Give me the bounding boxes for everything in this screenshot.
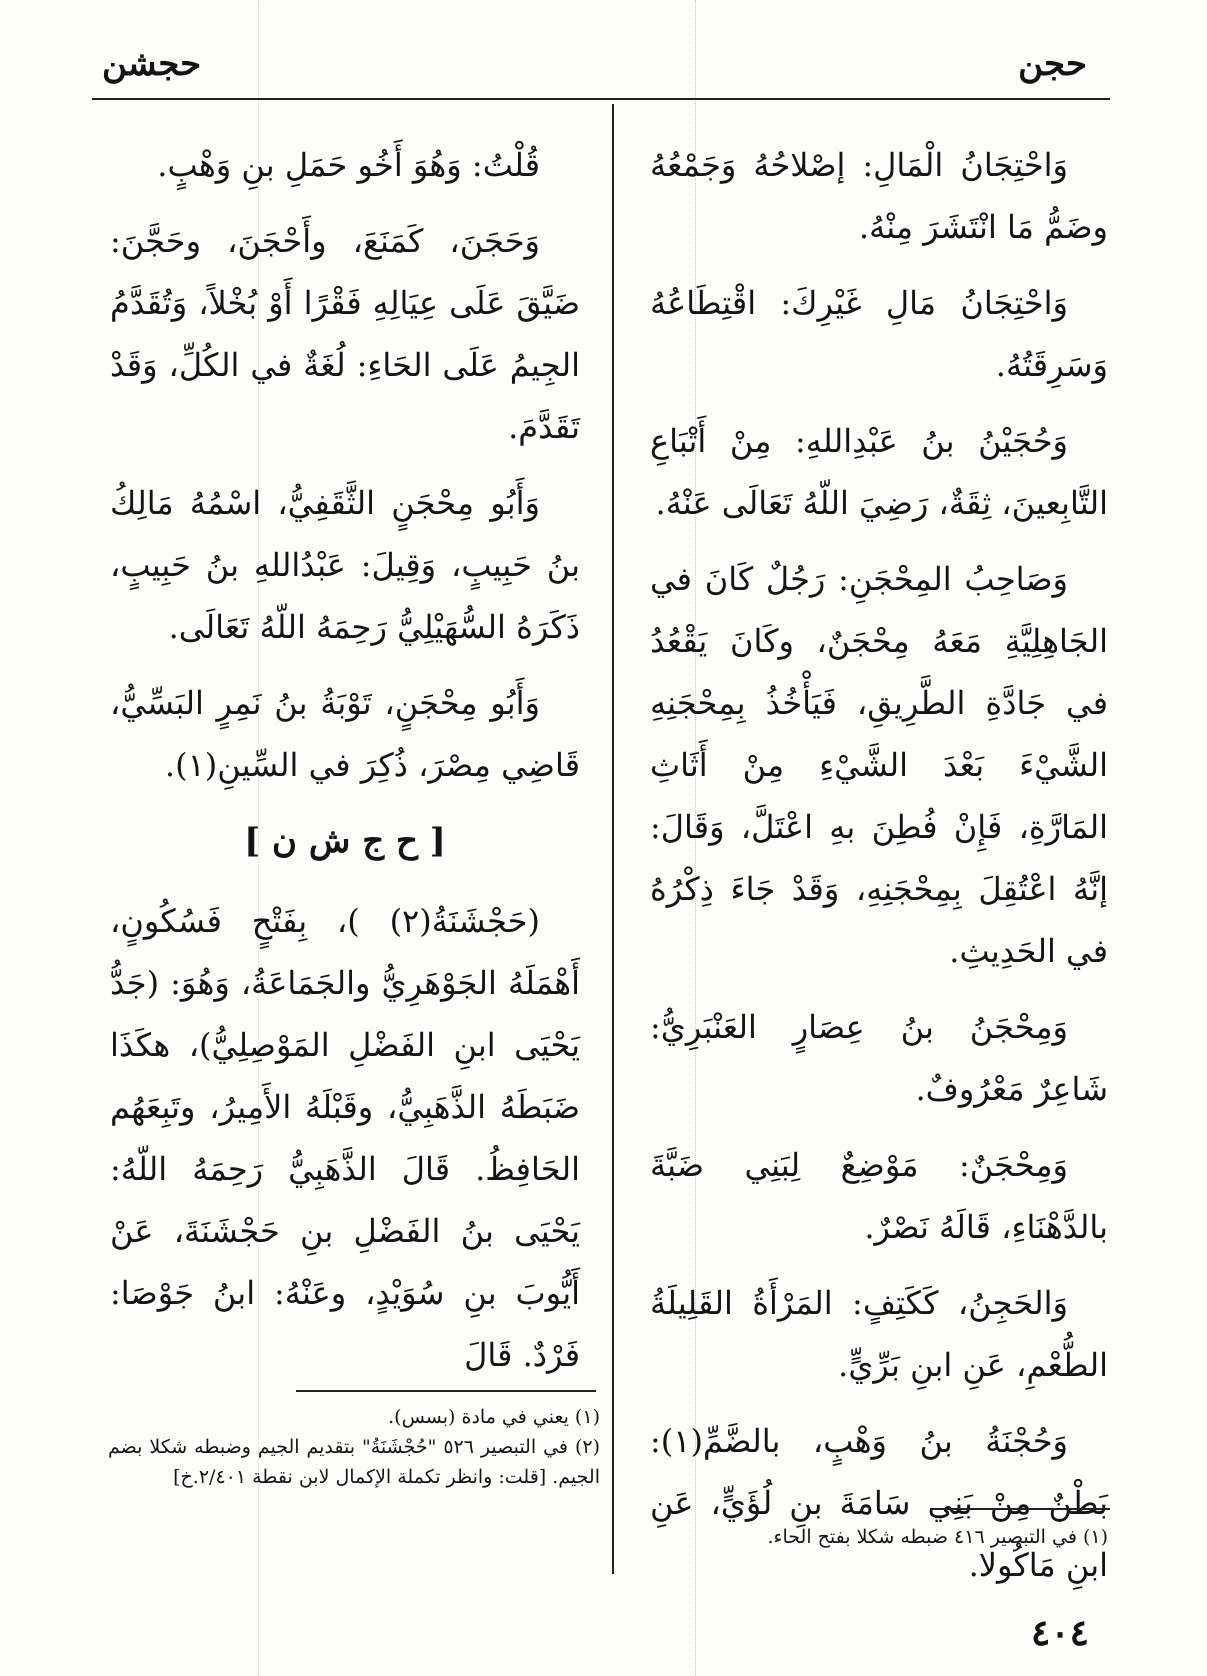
page-number: ٤٠٤ [1030,1612,1089,1654]
footnote: (١) يعني في مادة (بسس). [388,1406,600,1428]
entry-paragraph: قُلْتُ: وَهُوَ أَخُو حَمَلِ بنِ وَهْبٍ. [157,146,540,184]
header-left-word: حجشن [102,44,202,84]
entry-paragraph: وَحُجْنَةُ بنُ وَهْبٍ، بالضَّمِّ(١): بَطْنٌ مِنْ بَنِي سَامَةَ بنِ لُؤَيٍّ، عَنِ ابنِ مَاكُولا. [650,1422,1108,1584]
footnotes-right [650,1522,1108,1552]
entry-paragraph: (حَجْشَنَةُ(٢) )، بِفَتْحٍ فَسُكُونٍ، أَهْمَلَهُ الجَوْهَرِيُّ والجَمَاعَةُ، وَهُوَ: (جَدُّ يَحْيَى ابنِ الفَضْلِ المَوْصِلِيُّ)، هكَذَا ضَبَطَهُ الذَّهَبِيُّ، وقَبْلَهُ الأَمِيرُ، وتَبِعَهُم الحَافِظُ. قَالَ الذَّهَبِيُّ رَحِمَهُ اللّهُ: يَحْيَى بنُ الفَضْلِ بنِ حَجْشَنَةَ، عَنْ أَيُّوبَ بنِ سُوَيْدٍ، وعَنْهُ: ابنُ جَوْصَا: فَرْدٌ. قَالَ [110,902,580,1374]
entry-paragraph: وَأَبُو مِحْجَنٍ الثَّقَفِيُّ، اسْمُهُ مَالِكُ بنُ حَبِيبٍ، وَقِيلَ: عَبْدُاللهِ بنُ حَبِيبٍ، ذَكَرَهُ السُّهَيْلِيُّ رَحِمَهُ اللّهُ تَعَالَى. [110,484,580,646]
section-heading: [ ح ج ش ن ] [244,821,446,861]
left-column [110,134,580,1400]
entry-paragraph: وَصَاحِبُ المِحْجَنِ: رَجُلٌ كَانَ في الجَاهِلِيَّةِ مَعَهُ مِحْجَنٌ، وكَانَ يَقْعُدُ في جَادَّةِ الطَّرِيقِ، فَيَأْخُذُ بِمِحْجَنِهِ الشَّيْءَ بَعْدَ الشَّيْءِ مِنْ أَثَاثِ المَارَّةِ، فَإِنْ فُطِنَ بهِ اعْتَلَّ، وَقَالَ: إنَّهُ اعْتُقِلَ بِمِحْجَنِهِ، وَقَدْ جَاءَ ذِكْرُهُ في الحَدِيثِ. [650,560,1108,970]
entry-paragraph: وَالحَجِنُ، كَكَتِفٍ: المَرْأَةُ القَلِيلَةُ الطُّعْمِ، عَنِ ابنِ بَرِّيٍّ. [650,1284,1108,1384]
entry-paragraph: وَحُجَيْنُ بنُ عَبْدِاللهِ: مِنْ أَتْبَاعِ التَّابِعينَ، ثِقَةٌ، رَضِيَ اللّهُ تَعَالَى عَنْهُ. [650,422,1108,522]
entry-paragraph: وَمِحْجَنٌ: مَوْضِعٌ لِبَنِي ضَبَّةَ بالدَّهْنَاءِ، قَالَهُ نَصْرٌ. [650,1146,1108,1246]
right-column [650,134,1108,1610]
entry-paragraph: وَمِحْجَنُ بنُ عِصَارٍ العَنْبَرِيُّ: شَاعِرٌ مَعْرُوفٌ. [650,1008,1108,1108]
footnote-rule [930,1508,1110,1510]
header-rule [92,98,1110,100]
footnote: (٢) في التبصير ٥٢٦ "حُجْشَنَةُ" بتقديم الجيم وضبطه شكلا بضم الجيم. [قلت: وانظر تكملة الإكمال لابن نقطة ٢/٤٠١.خ] [108,1436,600,1488]
footnote-rule [296,1390,596,1392]
entry-paragraph: وَأَبُو مِحْجَنٍ، تَوْبَةُ بنُ نَمِرٍ البَسِّيُّ، قَاضِي مِصْرَ، ذُكِرَ في السِّينِ(١). [110,684,580,784]
footnotes-left [108,1402,600,1492]
footnote: (١) في التبصير ٤١٦ ضبطه شكلا بفتح الحاء. [767,1526,1108,1548]
header-right-word: حجن [1018,44,1087,84]
entry-paragraph: وَاحْتِجَانُ الْمَالِ: إصْلاحُهُ وَجَمْعُهُ وضَمُّ مَا انْتَشَرَ مِنْهُ. [650,146,1108,246]
entry-paragraph: وَاحْتِجَانُ مَالِ غَيْرِكَ: اقْتِطَاعُهُ وَسَرِقَتُهُ. [650,284,1108,384]
column-divider [612,104,614,1574]
entry-paragraph: وَحَجَنَ، كَمَنَعَ، وأَحْجَنَ، وحَجَّنَ: ضَيَّقَ عَلَى عِيَالِهِ فَقْرًا أَوْ بُخْلاً، وَتُقَدَّمُ الجِيمُ عَلَى الحَاءِ: لُغَةٌ في الكُلِّ، وَقَدْ تَقَدَّمَ. [110,222,580,446]
